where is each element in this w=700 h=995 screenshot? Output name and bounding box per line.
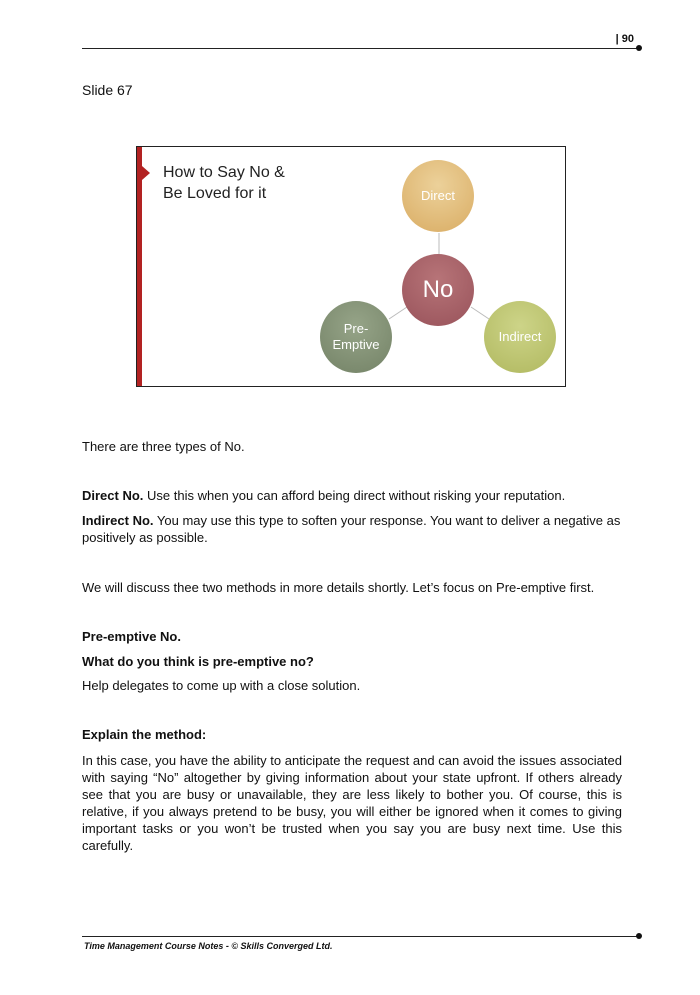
discuss-paragraph: We will discuss thee two methods in more details shortly. Let’s focus on Pre-emptive first. [82,580,595,595]
direct-no-paragraph [82,487,622,504]
diagram-node-direct: Direct [402,160,474,232]
diagram-node-indirect: Indirect [484,301,556,373]
header-rule [82,48,638,49]
direct-no-text: Use this when you can afford being direct without risking your reputation. [143,488,566,503]
slide-title: How to Say No & Be Loved for it [163,164,285,202]
footer-rule [82,936,638,937]
diagram-node-no: No [402,254,474,326]
explain-paragraph: In this case, you have the ability to anticipate the request and can avoid the issues associated with saying “No” altogether by giving information about your state upfront. If others already see that you are busy or unavailable, they are less likely to bother you. Of course, this is relative, if you always pretend to be busy, you will either be ignored when it comes to giving important tasks or you won’t be trusted when you say you are busy next time. Use this carefully. [82,753,622,853]
help-line: Help delegates to come up with a close solution. [82,678,361,693]
footer-rule-dot [636,933,642,939]
slide-thumbnail [136,146,566,387]
diagram-node-pre-emptive: Pre- Emptive [320,301,392,373]
header-rule-dot [636,45,642,51]
direct-no-label: Direct No. [82,488,144,503]
explain-heading: Explain the method: [82,727,207,742]
footer-text: Time Management Course Notes - © Skills Converged Ltd. [84,941,333,951]
page-number: | 90 [615,33,634,45]
preemptive-heading: Pre-emptive No. [82,629,181,644]
indirect-no-label: Indirect No. [82,513,154,528]
indirect-no-text: You may use this type to soften your response. You want to deliver a negative as positively as possible. [82,513,621,545]
slide-label: Slide 67 [82,82,133,98]
intro-paragraph: There are three types of No. [82,439,245,454]
indirect-no-paragraph [82,512,622,546]
question-line: What do you think is pre-emptive no? [82,654,314,669]
